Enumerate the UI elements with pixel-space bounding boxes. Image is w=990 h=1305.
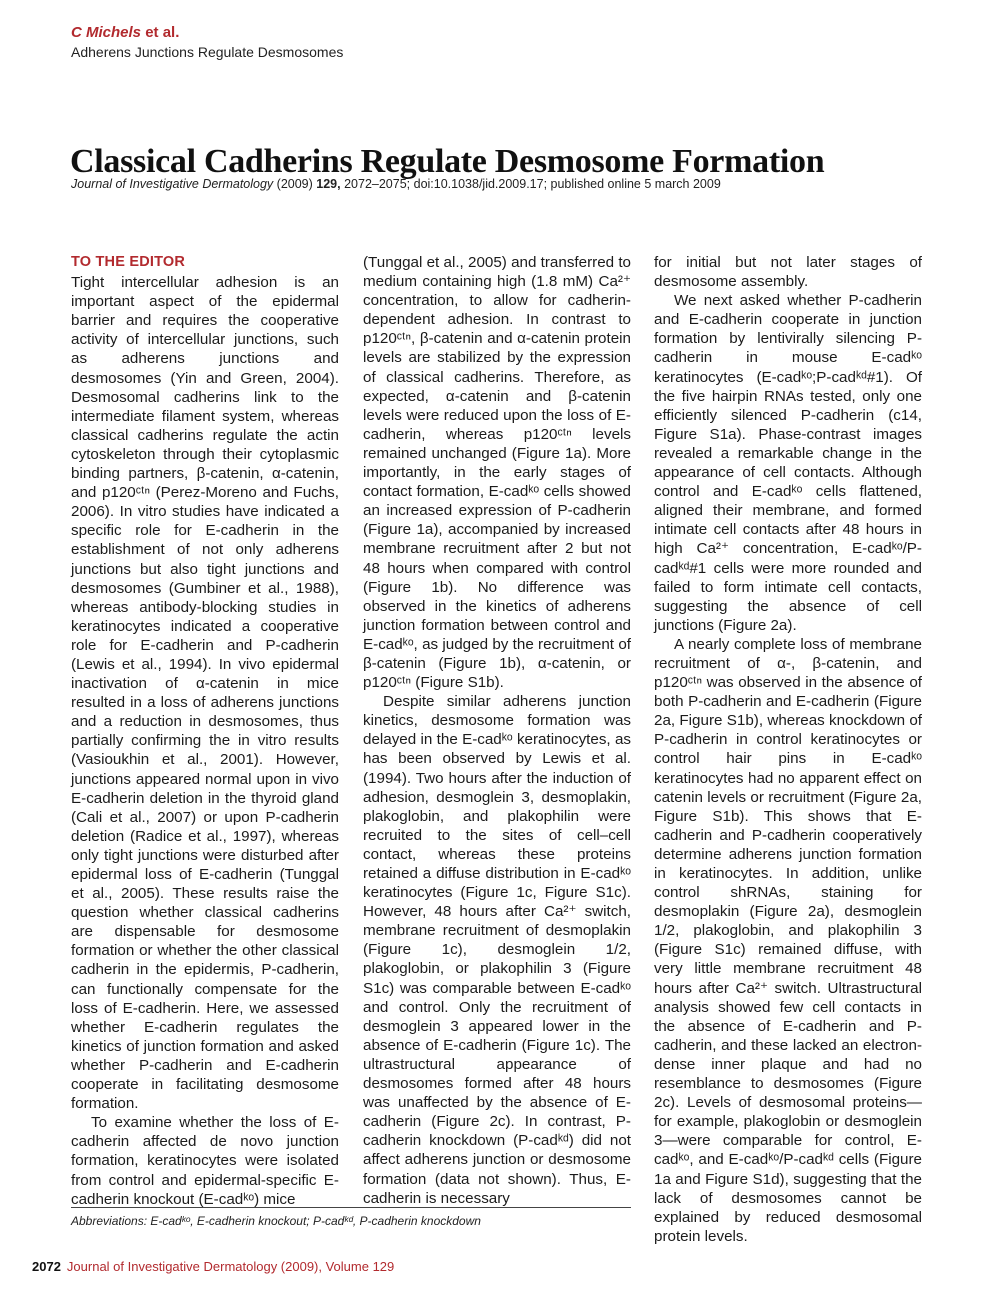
citation-year: (2009): [273, 177, 317, 191]
footer-journal: Journal of Investigative Dermatology (2009), Volume 129: [66, 1259, 395, 1274]
paragraph: Despite similar adherens junction kinetics, desmosome formation was delayed in the E-cadᵏᵒ keratinocytes, as has been observed by Lewis et al. (1994). Two hours after the induction of adhesion, desmoglein 3, desmoplakin, plakoglobin, and plakophilin were recruited to the sites of cell–cell contact, whereas these proteins retained a diffuse distribution in E-cadᵏᵒ keratinocytes (Figure 1c, Figure S1c). However, 48 hours after Ca²⁺ switch, membrane recruitment of desmoplakin (Figure 1c), desmoglein 1/2, plakoglobin, or plakophilin 3 (Figure S1c) was comparable between E-cadᵏᵒ and control. Only the recruitment of desmoglein 3 appeared lower in the absence of E-cadherin (Figure 1c). The ultrastructural appearance of desmosomes formed after 48 hours was unaffected by the absence of E-cadherin (Figure 2c). In contrast, P-cadherin knockdown (P-cadᵏᵈ) did not affect adherens junction or desmosome formation (data not shown). Thus, E-cadherin is necessary: [363, 693, 631, 1207]
citation-details: 2072–2075; doi:10.1038/jid.2009.17; published online 5 march 2009: [340, 177, 721, 191]
text-column-3: [654, 253, 922, 1246]
author-etal: et al.: [141, 24, 180, 41]
citation-line: [71, 177, 941, 191]
section-heading: TO THE EDITOR: [71, 254, 186, 270]
paragraph: for initial but not later stages of desmosome assembly.: [654, 254, 922, 291]
citation-journal: Journal of Investigative Dermatology: [71, 177, 274, 191]
paragraph: We next asked whether P-cadherin and E-cadherin cooperate in junction formation by lentivirally silencing P-cadherin in mouse E-cadᵏᵒ keratinocytes (E-cadᵏᵒ;P-cadᵏᵈ#1). Of the five hairpin RNAs tested, only one efficiently silenced P-cadherin (c14, Figure S1a). Phase-contrast images revealed a remarkable change in the appearance of cell contacts. Although control and E-cadᵏᵒ cells flattened, aligned their membrane, and formed intimate cell contacts after 48 hours in high Ca²⁺ concentration, E-cadᵏᵒ/P-cadᵏᵈ#1 cells were more rounded and failed to form intimate cell contacts, suggesting the absence of cell junctions (Figure 2a).: [654, 292, 922, 634]
running-header-authors: [71, 24, 179, 41]
page-number: 2072: [32, 1259, 61, 1274]
text-column-1: [71, 253, 339, 1209]
author-lead: C Michels: [71, 24, 142, 41]
text-column-2: [363, 253, 631, 1208]
citation-volume: 129,: [316, 177, 341, 191]
running-header-title: Adherens Junctions Regulate Desmosomes: [71, 44, 344, 60]
footnote-divider: [71, 1207, 631, 1208]
abbreviations-footnote: Abbreviations: E-cadᵏᵒ, E-cadherin knockout; P-cadᵏᵈ, P-cadherin knockdown: [71, 1214, 481, 1228]
page-footer: [32, 1259, 394, 1274]
paragraph: A nearly complete loss of membrane recruitment of α-, β-catenin, and p120ᶜᵗⁿ was observed in the absence of both P-cadherin and E-cadherin (Figure 2a, Figure S1b), whereas knockdown of P-cadherin in control keratinocytes or control hair pins in E-cadᵏᵒ keratinocytes had no apparent effect on catenin levels or recruitment (Figure 2a, Figure S1b). This shows that E-cadherin and P-cadherin cooperatively determine adherens junction formation in keratinocytes. In addition, unlike control shRNAs, staining for desmoplakin (Figure 2a), desmoglein 1/2, plakoglobin, and plakophilin 3 (Figure S1c) remained diffuse, with very little membrane recruitment 48 hours after Ca²⁺ switch. Ultrastructural analysis showed few cell contacts in the absence of E-cadherin and P-cadherin, and these lacked an electron-dense inner plaque and had no resemblance to desmosomes (Figure 2c). Levels of desmosomal proteins—for example, plakoglobin or desmoglein 3—were comparable for control, E-cadᵏᵒ, and E-cadᵏᵒ/P-cadᵏᵈ cells (Figure 1a and Figure S1d), suggesting that the lack of desmosomes cannot be explained by reduced desmosomal protein levels.: [654, 635, 922, 1245]
paragraph: Tight intercellular adhesion is an important aspect of the epidermal barrier and requires the cooperative activity of intercellular junctions, such as adherens junctions and desmosomes (Yin and Green, 2004). Desmosomal cadherins link to the intermediate filament system, whereas classical cadherins regulate the actin cytoskeleton through their cytoplasmic binding partners, β-catenin, α-catenin, and p120ᶜᵗⁿ (Perez-Moreno and Fuchs, 2006). In vitro studies have indicated a specific role for E-cadherin in the establishment of not only adherens junctions but also tight junctions and desmosomes (Gumbiner et al., 1988), whereas antibody-blocking studies in keratinocytes indicated a cooperative role for E-cadherin and P-cadherin (Lewis et al., 1994). In vivo epidermal inactivation of α-catenin in mice resulted in a loss of adherens junctions and a reduction in desmosomes, thus partially confirming the in vitro results (Vasioukhin et al., 2001). However, junctions appeared normal upon in vivo E-cadherin deletion in the thyroid gland (Cali et al., 2007) or upon P-cadherin deletion (Radice et al., 1997), whereas only tight junctions were disturbed after epidermal loss of E-cadherin (Tunggal et al., 2005). These results raise the question whether classical cadherins are dispensable for desmosome formation or whether the other classical cadherin in the epidermis, P-cadherin, can functionally compensate for the loss of E-cadherin. Here, we assessed whether E-cadherin regulates the kinetics of junction formation and asked whether P-cadherin and E-cadherin cooperate in facilitating desmosome formation.: [71, 274, 339, 1113]
paragraph: (Tunggal et al., 2005) and transferred to medium containing high (1.8 mM) Ca²⁺ concentration, to allow for cadherin-dependent adhesion. In contrast to p120ᶜᵗⁿ, β-catenin and α-catenin protein levels are stabilized by the expression of classical cadherins. Therefore, as expected, α-catenin and β-catenin levels were reduced upon the loss of E-cadherin, whereas p120ᶜᵗⁿ levels remained unchanged (Figure 1a). More importantly, in the early stages of contact formation, E-cadᵏᵒ cells showed an increased expression of P-cadherin (Figure 1a), accompanied by increased membrane recruitment after 2 but not 48 hours when compared with control (Figure 1b). No difference was observed in the kinetics of adherens junction formation between control and E-cadᵏᵒ, as judged by the recruitment of β-catenin (Figure 1b), α-catenin, or p120ᶜᵗⁿ (Figure S1b).: [363, 254, 631, 692]
article-title: Classical Cadherins Regulate Desmosome Formation: [70, 142, 825, 180]
paragraph: To examine whether the loss of E-cadherin affected de novo junction formation, keratinocytes were isolated from control and epidermal-specific E-cadherin knockout (E-cadᵏᵒ) mice: [71, 1114, 339, 1208]
